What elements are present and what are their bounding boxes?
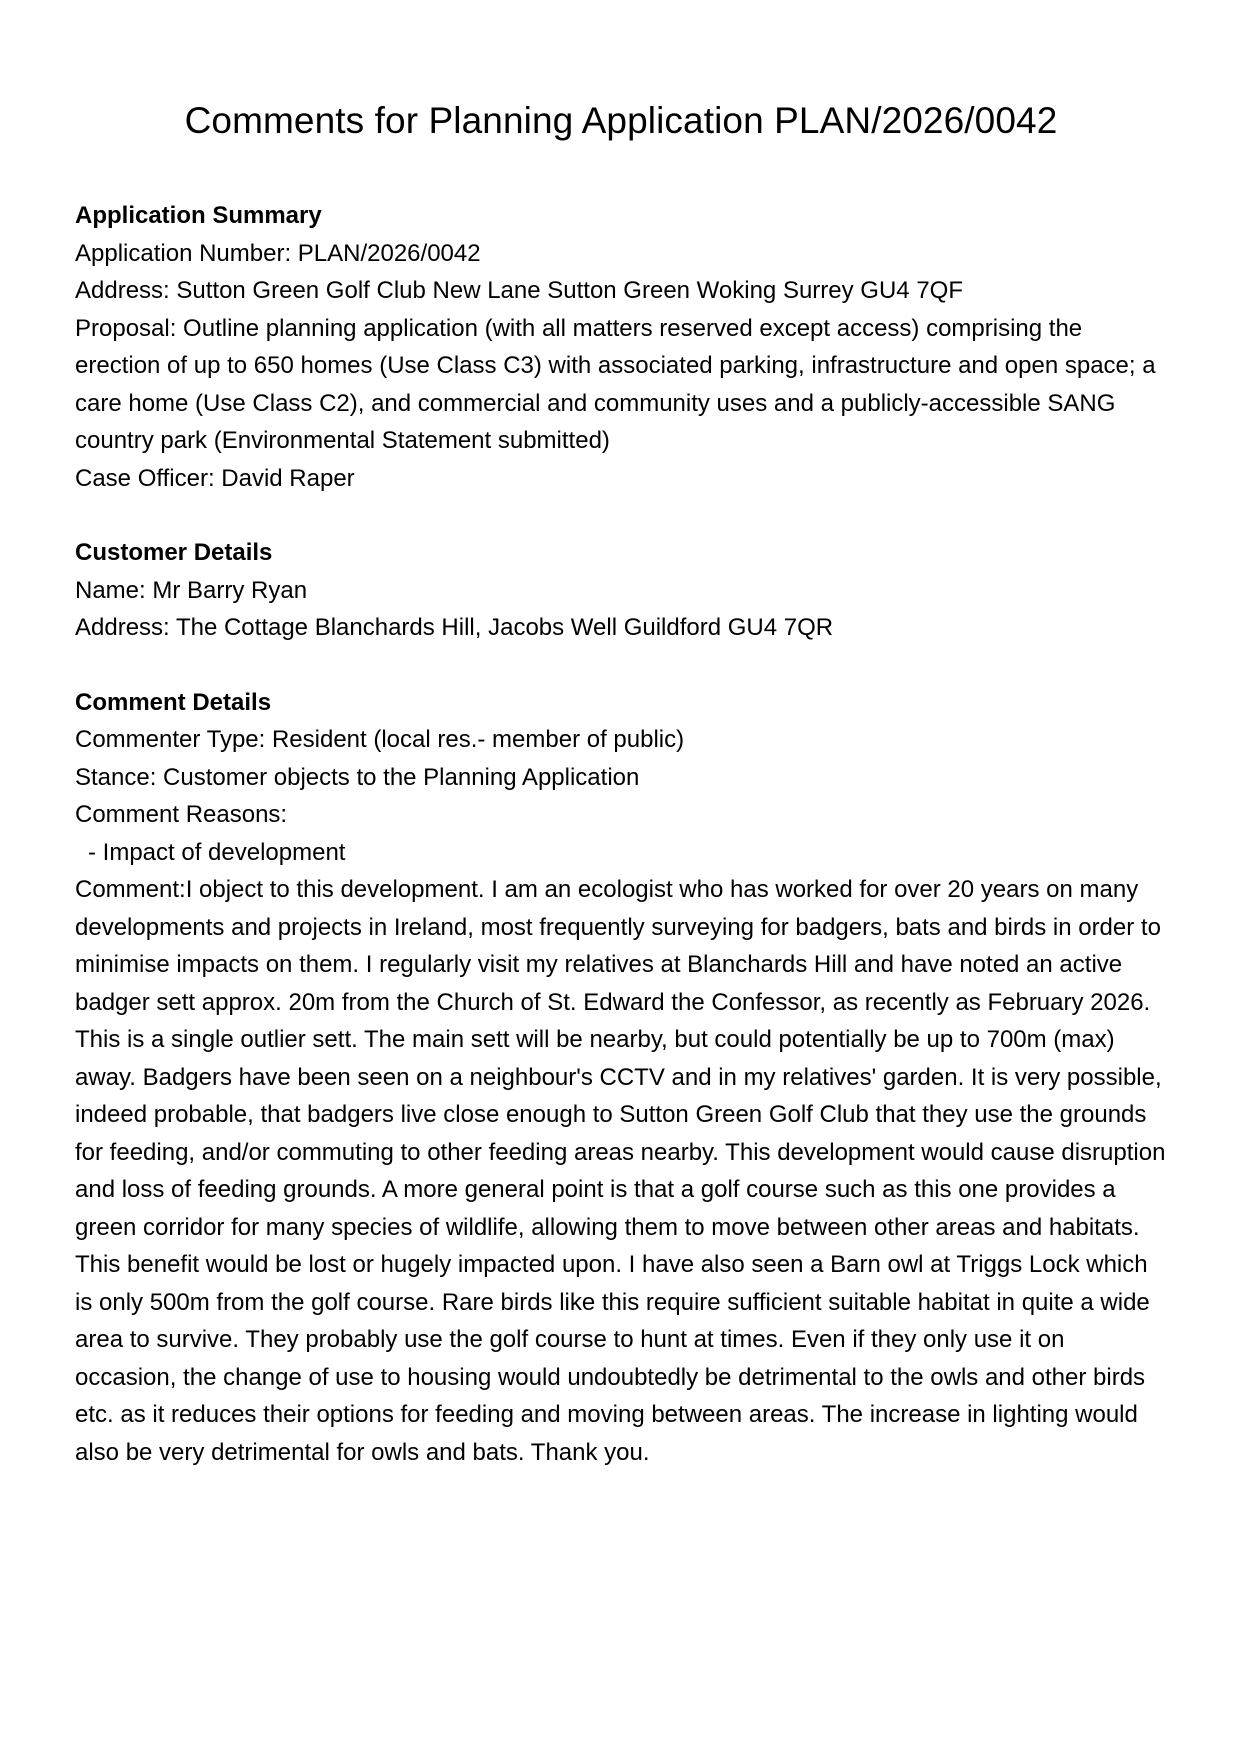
application-number: Application Number: PLAN/2026/0042 bbox=[75, 239, 481, 267]
application-address: Address: Sutton Green Golf Club New Lane Sutton Green Woking Surrey GU4 7QF bbox=[75, 277, 963, 304]
customer-details-section bbox=[75, 534, 1167, 647]
comment-reasons-label: Comment Reasons: bbox=[75, 801, 288, 828]
customer-details-heading: Customer Details bbox=[75, 539, 273, 566]
customer-name: Name: Mr Barry Ryan bbox=[75, 576, 308, 604]
comment-text: Comment:I object to this development. I am an ecologist who has worked for over 20 years on many developments and projects in Ireland, most frequently surveying for badgers, bats and birds in order to minimise impacts on them. I regularly visit my relatives at Blanchards Hill and have noted an active badger sett approx. 20m from the Church of St. Edward the Confessor, as recently as February 2026. This is a single outlier sett. The main sett will be nearby, but could potentially be up to 700m (max) away. Badgers have been seen on a neighbour's CCTV and in my relatives' garden. It is very possible, indeed probable, that badgers live close enough to Sutton Green Golf Club that they use the grounds for feeding, and/or commuting to other feeding areas nearby. This development would cause disruption and loss of feeding grounds. A more general point is that a golf course such as this one provides a green corridor for many species of wildlife, allowing them to move between other areas and habitats. This benefit would be lost or hugely impacted upon. I have also seen a Barn owl at Triggs Lock which is only 500m from the golf course. Rare birds like this require sufficient suitable habitat in quite a wide area to survive. They probably use the golf course to hunt at times. Even if they only use it on occasion, the change of use to housing would undoubtedly be detrimental to the owls and other birds etc. as it reduces their options for feeding and moving between areas. The increase in lighting would also be very detrimental for owls and bats. Thank you. bbox=[75, 876, 1166, 1466]
application-summary-section bbox=[75, 197, 1167, 497]
comment-details-section bbox=[75, 684, 1167, 1472]
case-officer: Case Officer: David Raper bbox=[75, 464, 355, 492]
page-title: Comments for Planning Application PLAN/2026/0042 bbox=[184, 100, 1058, 141]
comment-stance: Stance: Customer objects to the Planning Application bbox=[75, 763, 640, 791]
comment-reason-item: - Impact of development bbox=[88, 838, 346, 866]
customer-address: Address: The Cottage Blanchards Hill, Jacobs Well Guildford GU4 7QR bbox=[75, 614, 834, 641]
application-summary-heading: Application Summary bbox=[75, 202, 322, 229]
commenter-type: Commenter Type: Resident (local res.- member of public) bbox=[75, 726, 685, 753]
comment-details-heading: Comment Details bbox=[75, 688, 272, 716]
application-proposal: Proposal: Outline planning application (with all matters reserved except access) comprising the erection of up to 650 homes (Use Class C3) with associated parking, infrastructure and open space; a care home (Use Class C2), and commercial and community uses and a publicly-accessible SANG country park (Environmental Statement submitted) bbox=[75, 314, 1156, 454]
